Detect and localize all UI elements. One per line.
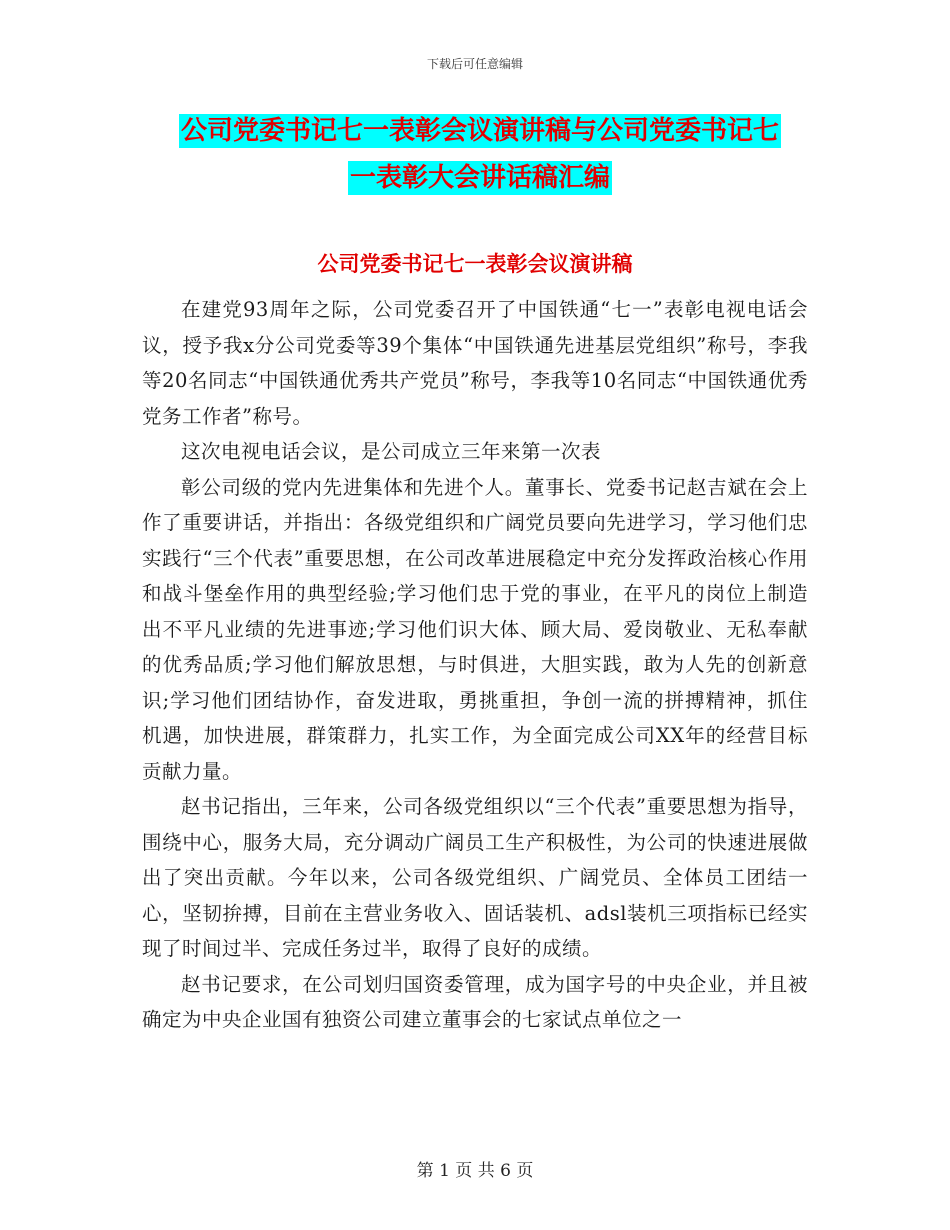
paragraph: 这次电视电话会议，是公司成立三年来第一次表 [181, 440, 602, 463]
body-text [142, 292, 808, 1038]
page-footer: 第 1 页 共 6 页 [416, 1161, 534, 1181]
paragraph: 赵书记指出，三年来，公司各级党组织以“三个代表”重要思想为指导，围绕中心，服务大局，充分调动广阔员工生产积极性，为公司的快速进展做出了突出贡献。今年以来，公司各级党组织、广阔党员、全体员工团结一心，坚韧拚搏，目前在主营业务收入、固话装机、adsl装机三项指标已经实现了时间过半、完成任务过半，取得了良好的成绩。 [142, 795, 808, 960]
paragraph: 在建党93周年之际，公司党委召开了中国铁通“七一”表彰电视电话会议，授予我x分公司党委等39个集体“中国铁通先进基层党组织”称号，李我等20名同志“中国铁通优秀共产党员”称号，李我等10名同志“中国铁通优秀党务工作者”称号。 [142, 298, 808, 428]
document-title [140, 108, 820, 202]
header-note: 下载后可任意编辑 [426, 57, 523, 71]
document-title-line-2: 一表彰大会讲话稿汇编 [349, 163, 610, 193]
paragraph: 赵书记要求，在公司划归国资委管理，成为国字号的中央企业，并且被确定为中央企业国有独资公司建立董事会的七家试点单位之一 [142, 972, 808, 1031]
paragraph: 彰公司级的党内先进集体和先进个人。董事长、党委书记赵吉斌在会上作了重要讲话，并指出：各级党组织和广阔党员要向先进学习，学习他们忠实践行“三个代表”重要思想，在公司改革进展稳定中充分发挥政治核心作用和战斗堡垒作用的典型经验;学习他们忠于党的事业，在平凡的岗位上制造出不平凡业绩的先进事迹;学习他们识大体、顾大局、爱岗敬业、无私奉献的优秀品质;学习他们解放思想，与时俱进，大胆实践，敢为人先的创新意识;学习他们团结协作，奋发进取，勇挑重担，争创一流的拼搏精神，抓住机遇，加快进展，群策群力，扎实工作，为全面完成公司XX年的经营目标贡献力量。 [142, 475, 808, 783]
section-title: 公司党委书记七一表彰会议演讲稿 [317, 252, 633, 276]
document-title-line-1: 公司党委书记七一表彰会议演讲稿与公司党委书记七 [180, 116, 779, 146]
